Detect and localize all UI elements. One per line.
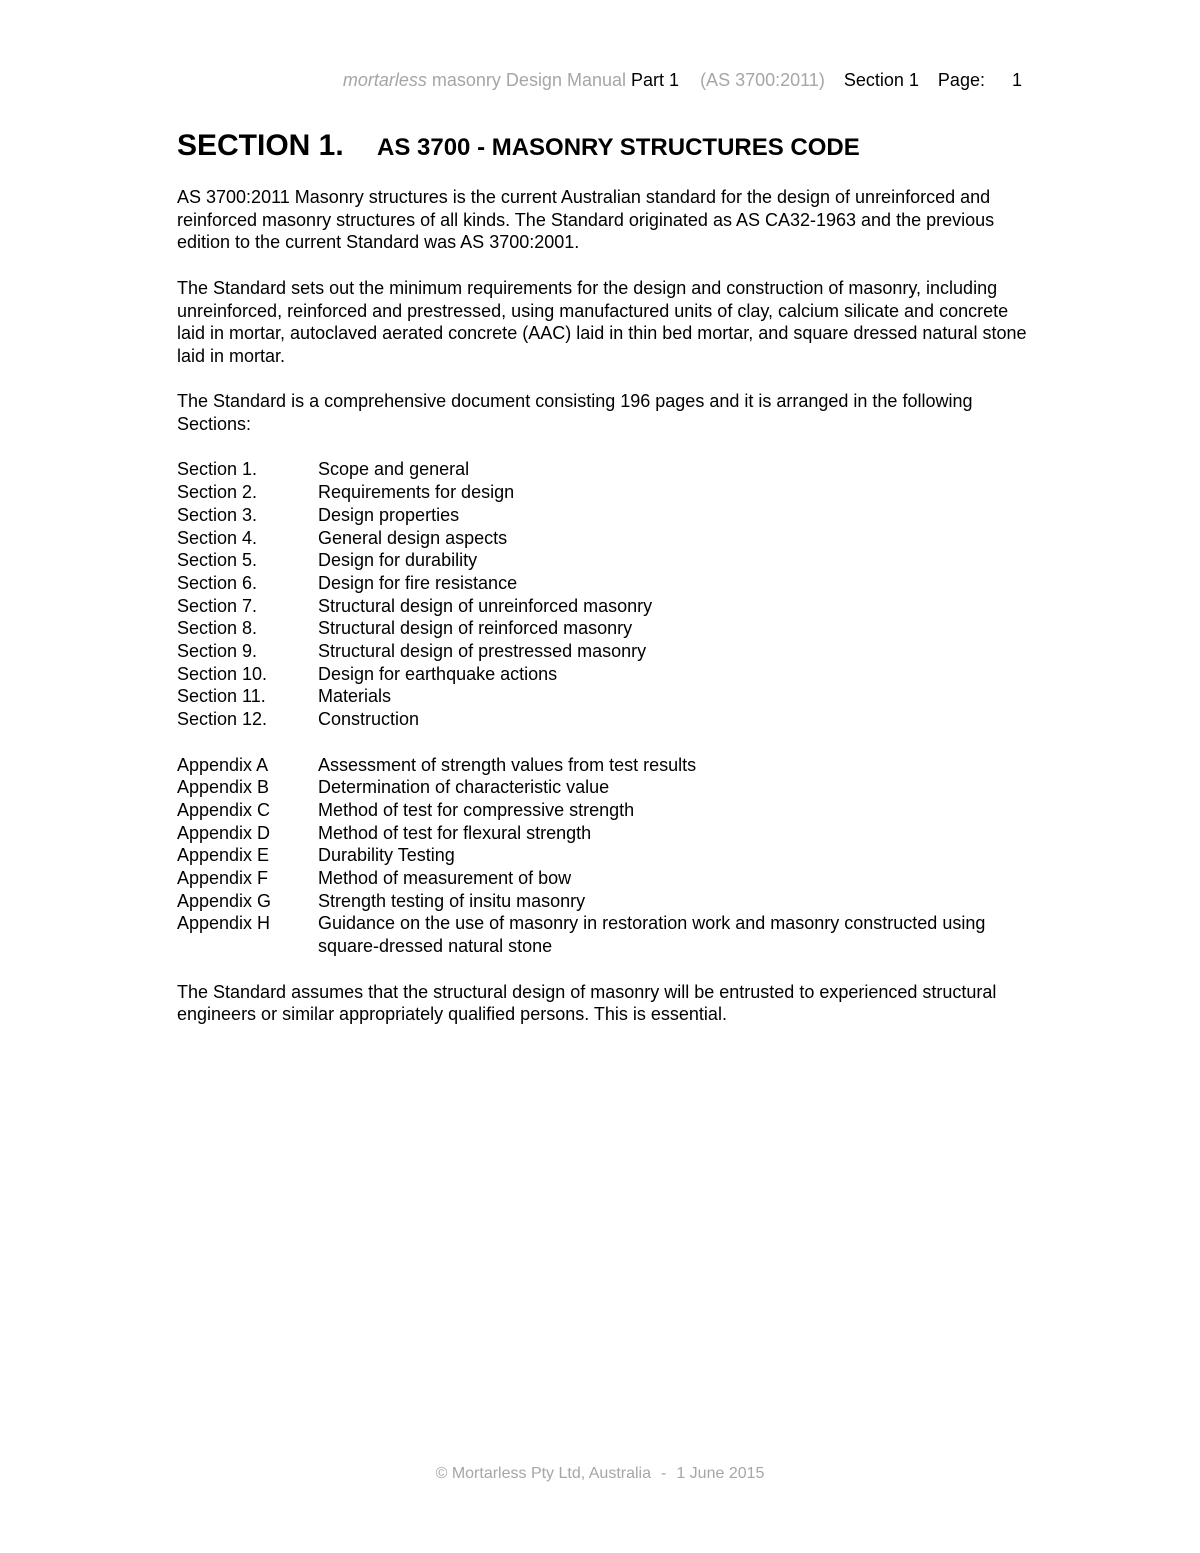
header-part: Part 1: [631, 70, 680, 90]
list-item: [177, 890, 1027, 913]
list-item: [177, 458, 1027, 481]
section-name: Materials: [318, 686, 392, 707]
list-item: [177, 844, 1027, 867]
footer-date: 1 June 2015: [676, 1465, 765, 1482]
section-name: Structural design of unreinforced masonry: [318, 595, 653, 616]
page-content: [177, 124, 1027, 1026]
section-name: Structural design of prestressed masonry: [318, 641, 647, 662]
appendix-label: Appendix G: [177, 890, 272, 911]
header-standard: (AS 3700:2011): [700, 70, 825, 90]
scope-paragraph: The Standard sets out the minimum requirements for the design and construction of masonry, including unreinforced, reinforced and prestressed, using manufactured units of clay, calcium silicate and concrete laid in mortar, autoclaved aerated concrete (AAC) laid in thin bed mortar, and square dressed natural stone laid in mortar.: [177, 277, 1027, 366]
section-title: AS 3700 - MASONRY STRUCTURES CODE: [377, 134, 860, 161]
list-item: [177, 481, 1027, 504]
section-name: Design for durability: [318, 550, 478, 571]
appendix-label: Appendix D: [177, 822, 271, 843]
appendices-list: [177, 754, 1027, 958]
list-item: [177, 776, 1027, 799]
page-title: [177, 124, 1027, 168]
list-item: [177, 663, 1027, 686]
list-item: [177, 640, 1027, 663]
list-item: [177, 595, 1027, 618]
appendix-label: Appendix A: [177, 754, 269, 775]
list-item: [177, 912, 1027, 957]
sections-list: [177, 458, 1027, 730]
section-name: Design for fire resistance: [318, 572, 518, 593]
list-item: [177, 504, 1027, 527]
section-label: Section 2.: [177, 482, 258, 503]
list-item: [177, 822, 1027, 845]
appendix-name: Method of test for flexural strength: [318, 822, 592, 843]
list-item: [177, 527, 1027, 550]
section-name: Construction: [318, 709, 420, 730]
appendix-label: Appendix F: [177, 868, 269, 889]
section-name: Design properties: [318, 504, 460, 525]
arrangement-paragraph: The Standard is a comprehensive document consisting 196 pages and it is arranged in the following Sections:: [177, 391, 973, 434]
list-item: [177, 799, 1027, 822]
appendix-name: Method of test for compressive strength: [318, 799, 635, 820]
section-name: Design for earthquake actions: [318, 663, 558, 684]
section-label: Section 10.: [177, 663, 268, 684]
header-manual-title: masonry Design Manual: [431, 70, 626, 90]
list-item: [177, 867, 1027, 890]
appendix-label: Appendix C: [177, 799, 271, 820]
section-label: Section 4.: [177, 527, 258, 548]
list-item: [177, 549, 1027, 572]
footer-separator: -: [661, 1465, 667, 1482]
section-label: Section 7.: [177, 595, 258, 616]
footer-copyright: © Mortarless Pty Ltd, Australia: [435, 1465, 651, 1482]
appendix-name: Determination of characteristic value: [318, 777, 610, 798]
header-page-label: Page:: [937, 70, 985, 90]
page-header: [343, 70, 1022, 91]
appendix-label: Appendix E: [177, 845, 270, 866]
section-label: Section 5.: [177, 550, 258, 571]
page-footer: [0, 1465, 1200, 1483]
section-name: Requirements for design: [318, 482, 515, 503]
closing-paragraph: The Standard assumes that the structural design of masonry will be entrusted to experienced structural engineers or similar appropriately qualified persons. This is essential.: [177, 981, 997, 1025]
appendix-name: Guidance on the use of masonry in restoration work and masonry constructed using square-dressed natural stone: [318, 913, 986, 957]
section-label: Section 12.: [177, 709, 268, 730]
appendix-name: Strength testing of insitu masonry: [318, 890, 586, 911]
section-label: Section 6.: [177, 572, 258, 593]
list-item: [177, 617, 1027, 640]
intro-paragraph: AS 3700:2011 Masonry structures is the current Australian standard for the design of unreinforced and reinforced masonry structures of all kinds. The Standard originated as AS CA32-1963 and the previous edition to the current Standard was AS 3700:2001.: [177, 187, 995, 253]
header-section: Section 1: [843, 70, 919, 90]
section-label: Section 1.: [177, 459, 258, 480]
list-item: [177, 754, 1027, 777]
header-page-number: 1: [1011, 70, 1022, 90]
appendix-name: Durability Testing: [318, 845, 455, 866]
appendix-label: Appendix B: [177, 777, 270, 798]
section-number: SECTION 1.: [177, 129, 344, 162]
header-brand: mortarless: [342, 70, 427, 90]
appendix-name: Method of measurement of bow: [318, 868, 572, 889]
section-name: Structural design of reinforced masonry: [318, 618, 633, 639]
appendix-name: Assessment of strength values from test results: [318, 754, 697, 775]
list-item: [177, 685, 1027, 708]
section-name: General design aspects: [318, 527, 508, 548]
section-label: Section 8.: [177, 618, 258, 639]
list-item: [177, 708, 1027, 731]
list-item: [177, 572, 1027, 595]
section-name: Scope and general: [318, 459, 470, 480]
section-label: Section 9.: [177, 641, 258, 662]
appendix-label: Appendix H: [177, 913, 271, 934]
section-label: Section 11.: [177, 686, 266, 707]
section-label: Section 3.: [177, 504, 258, 525]
